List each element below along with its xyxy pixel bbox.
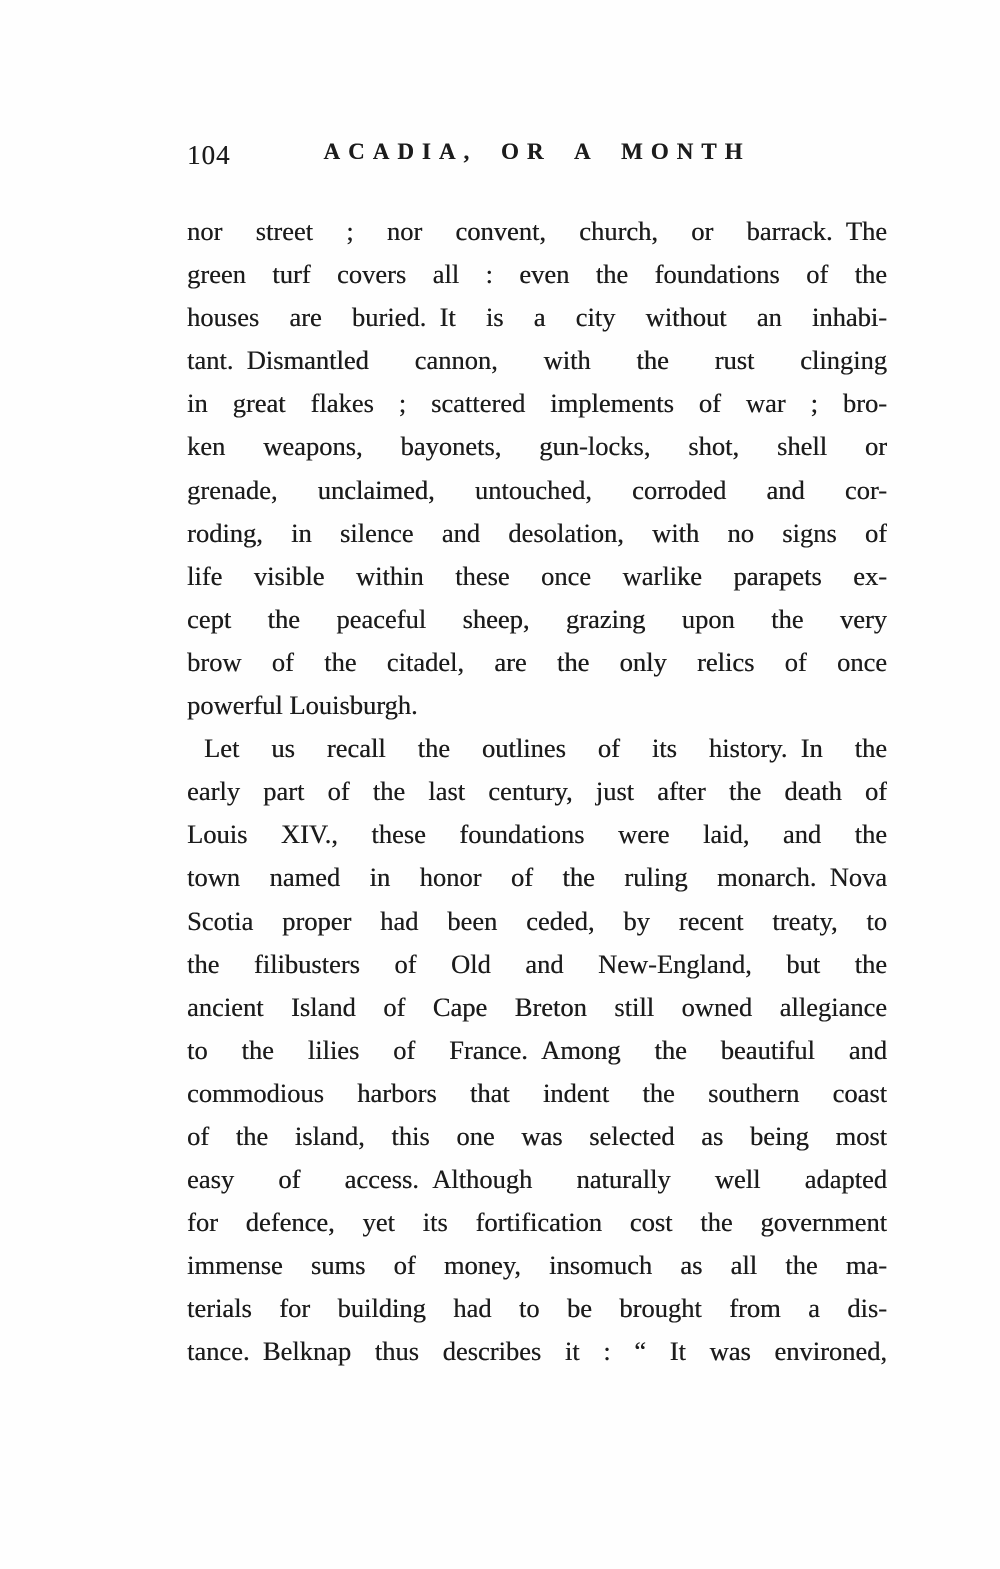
text-line: Louis XIV., these foundations were laid, and the <box>187 819 887 850</box>
body-text <box>187 210 887 1374</box>
text-line: ken weapons, bayonets, gun-locks, shot, shell or <box>187 431 887 462</box>
text-line: commodious harbors that indent the southern coast <box>187 1077 887 1108</box>
text-line: the filibusters of Old and New-England, but the <box>187 948 887 979</box>
text-line: green turf covers all : even the foundations of the <box>187 259 887 290</box>
text-line: brow of the citadel, are the only relics of once <box>187 646 887 677</box>
text-line: nor street ; nor convent, church, or barrack. The <box>187 216 887 246</box>
text-line: easy of access. Although naturally well adapted <box>187 1164 887 1195</box>
text-line: of the island, this one was selected as being most <box>187 1120 887 1151</box>
text-line: Scotia proper had been ceded, by recent treaty, to <box>187 905 887 936</box>
text-line: to the lilies of France. Among the beautiful and <box>187 1034 887 1065</box>
text-line: early part of the last century, just after the death of <box>187 776 887 807</box>
text-line: town named in honor of the ruling monarch. Nova <box>187 862 887 893</box>
text-line: terials for building had to be brought from a dis- <box>187 1293 887 1324</box>
text-line: tant. Dismantled cannon, with the rust clinging <box>187 345 887 376</box>
text-line: immense sums of money, insomuch as all the ma- <box>187 1250 887 1281</box>
paragraph <box>187 727 887 1373</box>
text-line: Let us recall the outlines of its history. In the <box>204 733 887 764</box>
text-line: ancient Island of Cape Breton still owned allegiance <box>187 991 887 1022</box>
paragraph <box>187 210 887 727</box>
text-line: life visible within these once warlike parapets ex- <box>187 560 887 591</box>
text-line: roding, in silence and desolation, with no signs of <box>187 517 887 548</box>
running-header-title: ACADIA, OR A MONTH <box>323 139 751 164</box>
text-line: tance. Belknap thus describes it : “ It was environed, <box>187 1336 887 1367</box>
running-header <box>187 139 887 169</box>
text-line: cept the peaceful sheep, grazing upon the very <box>187 603 887 634</box>
page-number: 104 <box>187 140 231 170</box>
text-line: grenade, unclaimed, untouched, corroded and cor- <box>187 474 887 505</box>
text-line: houses are buried. It is a city without an inhabi- <box>187 302 887 333</box>
text-line: powerful Louisburgh. <box>187 690 418 721</box>
text-line: in great flakes ; scattered implements of war ; bro- <box>187 388 887 419</box>
text-line: for defence, yet its fortification cost the government <box>187 1207 887 1238</box>
